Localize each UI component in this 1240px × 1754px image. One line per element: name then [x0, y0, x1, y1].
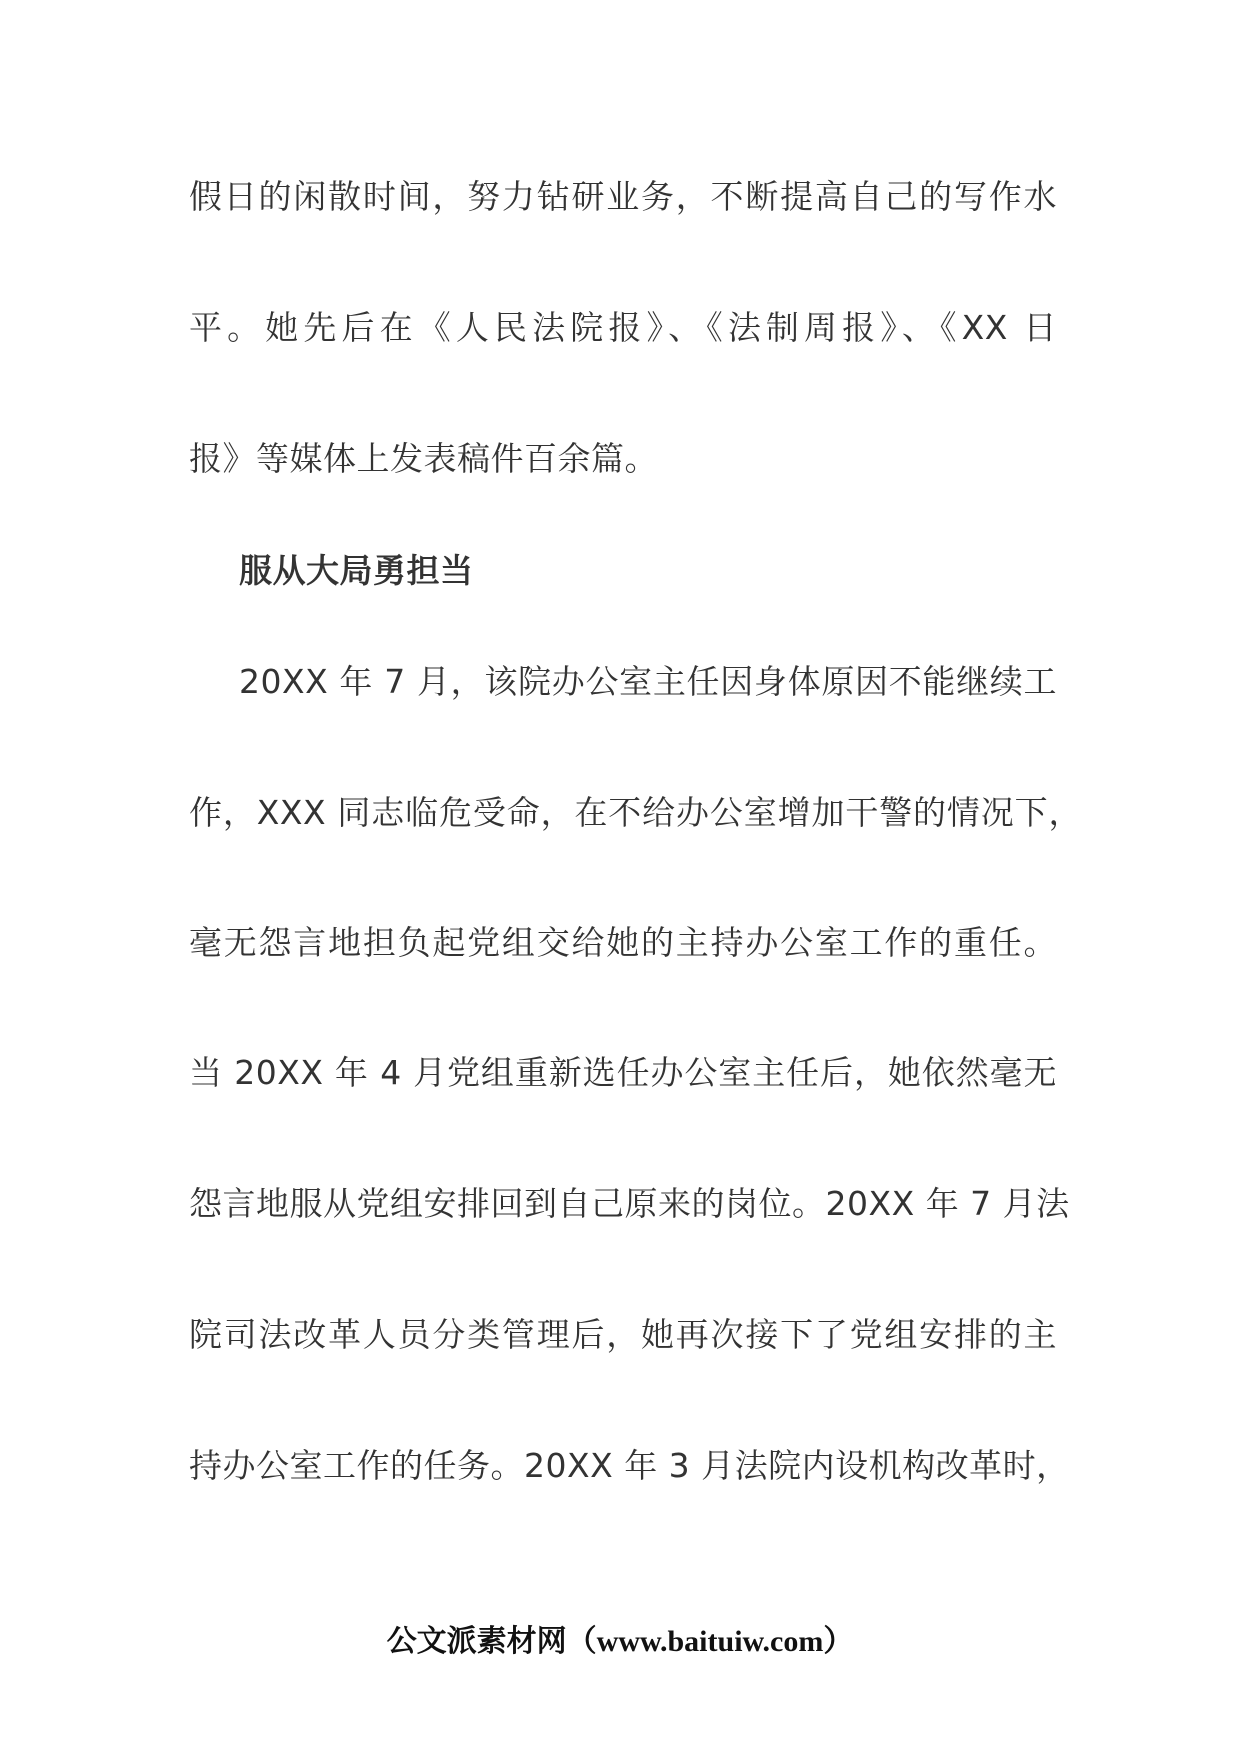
paragraph-line: 毫无怨言地担负起党组交给她的主持办公室工作的重任。 — [189, 923, 1057, 962]
footer-watermark: 公文派素材网（www.baituiw.com） — [386, 1625, 854, 1658]
paragraph-line: 作，XXX 同志临危受命，在不给办公室增加干警的情况下， — [189, 793, 1082, 832]
paragraph-line: 怨言地服从党组安排回到自己原来的岗位。20XX 年 7 月法 — [189, 1184, 1070, 1223]
section-heading: 服从大局勇担当 — [239, 551, 474, 590]
paragraph-line: 院司法改革人员分类管理后，她再次接下了党组安排的主 — [189, 1315, 1057, 1354]
paragraph-line: 平。她先后在《人民法院报》、《法制周报》、《XX 日 — [189, 308, 1057, 347]
paragraph-line: 当 20XX 年 4 月党组重新选任办公室主任后，她依然毫无 — [189, 1053, 1057, 1092]
paragraph-line: 假日的闲散时间，努力钻研业务，不断提高自己的写作水 — [189, 177, 1057, 216]
paragraph-line: 持办公室工作的任务。20XX 年 3 月法院内设机构改革时， — [189, 1446, 1070, 1485]
paragraph-line: 报》等媒体上发表稿件百余篇。 — [189, 439, 658, 478]
paragraph-line: 20XX 年 7 月，该院办公室主任因身体原因不能继续工 — [239, 662, 1057, 701]
